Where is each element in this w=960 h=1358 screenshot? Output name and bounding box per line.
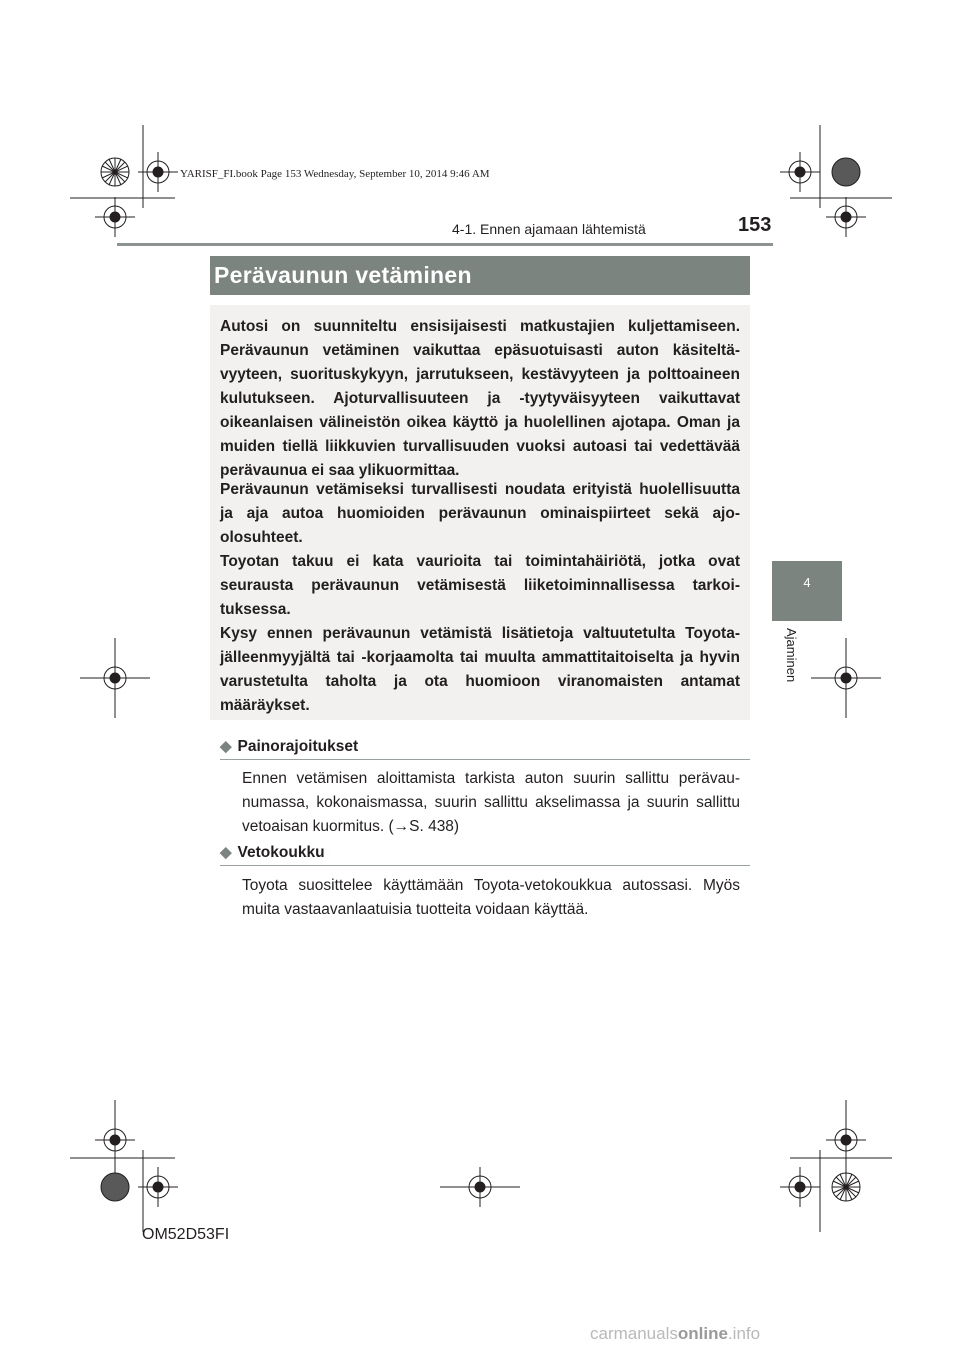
subsection-rule: [220, 865, 750, 866]
page-number: 153: [738, 214, 772, 236]
intro-paragraph: Perävaunun vetämiseksi turvallisesti noudata erityistä huolellisuutta ja aja autoa huomioiden perävaunun ominaispiirteet sekä ajo-olosuhteet.: [220, 481, 740, 546]
subsection-heading: ◆ Vetokoukku: [220, 844, 325, 861]
subsection-heading: ◆ Painorajoitukset: [220, 738, 359, 755]
manual-code: OM52D53FI: [142, 1226, 230, 1243]
chapter-tab: [772, 561, 842, 621]
body-paragraph: Toyota suosittelee käyttämään Toyota-vetokoukkua autossasi. Myös muita vastaavanlaatuisia tuotteita voidaan käyttää.: [242, 877, 740, 918]
header-rule: [117, 243, 773, 246]
intro-paragraph: Autosi on suunniteltu ensisijaisesti matkustajien kuljettamiseen. Perävaunun vetäminen vaikuttaa epäsuotuisasti auton käsiteltävyyteen, suorituskykyyn, jarrutukseen, kestävyyteen ja polttoaineen kulutukseen. Ajoturvallisuuteen ja -tyytyväisyyteen vaikuttavat oikeanlaisen välineistön oikea käyttö ja huolellinen ajotapa. Oman ja muiden tiellä liikkuvien turvallisuuden vuoksi autoasi tai vedettävää perävaunua ei saa ylikuormittaa.: [220, 318, 740, 479]
diamond-bullet-icon: ◆: [220, 738, 232, 755]
chapter-name: Ajaminen: [784, 628, 799, 683]
section-label: 4-1. Ennen ajamaan lähtemistä: [452, 221, 646, 237]
intro-paragraph: Toyotan takuu ei kata vaurioita tai toimintahäiriötä, jotka ovat seurausta perävaunun vetämisestä liiketoiminnallisessa tarkoituksessa.: [220, 553, 740, 618]
page-title: Perävaunun vetäminen: [214, 262, 472, 288]
subsection-rule: [220, 759, 750, 760]
chapter-number: 4: [803, 575, 811, 590]
intro-paragraph: Kysy ennen perävaunun vetämistä lisätietoja valtuutetulta Toyota-jälleenmyyjältä tai -korjaamolta tai muulta ammattitaitoiselta ja hyvin varustetulta taholta ja ota huomioon viranomaisten antamat määräykset.: [220, 625, 740, 714]
body-paragraph: Ennen vetämisen aloittamista tarkista auton suurin sallittu perävaunumassa, kokonaismassa, suurin sallittu akselimassa ja suurin sallittu vetoaisan kuormitus. (→S. 438): [242, 770, 740, 835]
diamond-bullet-icon: ◆: [220, 844, 232, 861]
watermark[interactable]: carmanualsonline.info: [590, 1324, 761, 1343]
book-info: YARISF_FI.book Page 153 Wednesday, September 10, 2014 9:46 AM: [180, 168, 490, 180]
